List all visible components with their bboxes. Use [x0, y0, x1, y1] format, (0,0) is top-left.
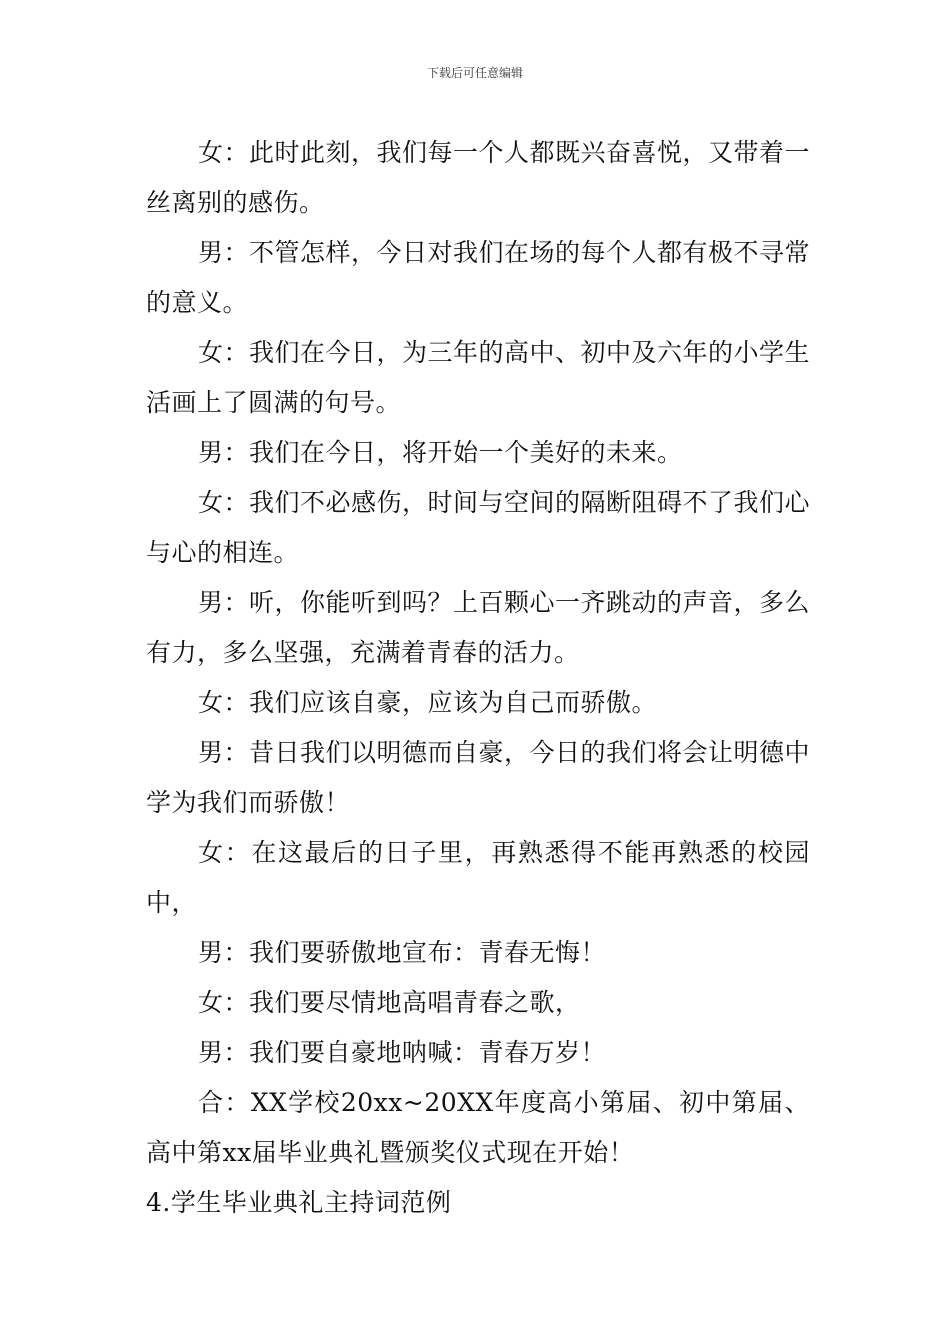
section-heading: 4.学生毕业典礼主持词范例: [146, 1188, 452, 1217]
paragraph-8: 男：昔日我们以明德而自豪，今日的我们将会让明德中学为我们而骄傲！: [146, 738, 811, 817]
paragraph-11: 女：我们要尽情地高唱青春之歌，: [198, 988, 581, 1017]
document-body: [146, 128, 810, 1228]
paragraph-3: 女：我们在今日，为三年的高中、初中及六年的小学生活画上了圆满的句号。: [146, 338, 811, 417]
paragraph-6: 男：听，你能听到吗？上百颗心一齐跳动的声音，多么有力，多么坚强，充满着青春的活力。: [146, 588, 811, 667]
paragraph-1: 女：此时此刻，我们每一个人都既兴奋喜悦，又带着一丝离别的感伤。: [146, 138, 811, 217]
page-header-note: 下载后可任意编辑: [426, 66, 523, 80]
paragraph-13: 合：XX学校20xx~20XX年度高小第届、初中第届、高中第xx届毕业典礼暨颁奖仪式现在开始！: [146, 1088, 810, 1167]
paragraph-5: 女：我们不必感伤，时间与空间的隔断阻碍不了我们心与心的相连。: [146, 488, 811, 567]
paragraph-9: 女：在这最后的日子里，再熟悉得不能再熟悉的校园中，: [146, 838, 810, 917]
paragraph-10: 男：我们要骄傲地宣布：青春无悔！: [198, 938, 607, 967]
paragraph-12: 男：我们要自豪地呐喊：青春万岁！: [198, 1038, 607, 1067]
paragraph-4: 男：我们在今日，将开始一个美好的未来。: [198, 438, 683, 467]
paragraph-2: 男：不管怎样，今日对我们在场的每个人都有极不寻常的意义。: [146, 238, 811, 317]
paragraph-7: 女：我们应该自豪，应该为自己而骄傲。: [198, 688, 658, 717]
